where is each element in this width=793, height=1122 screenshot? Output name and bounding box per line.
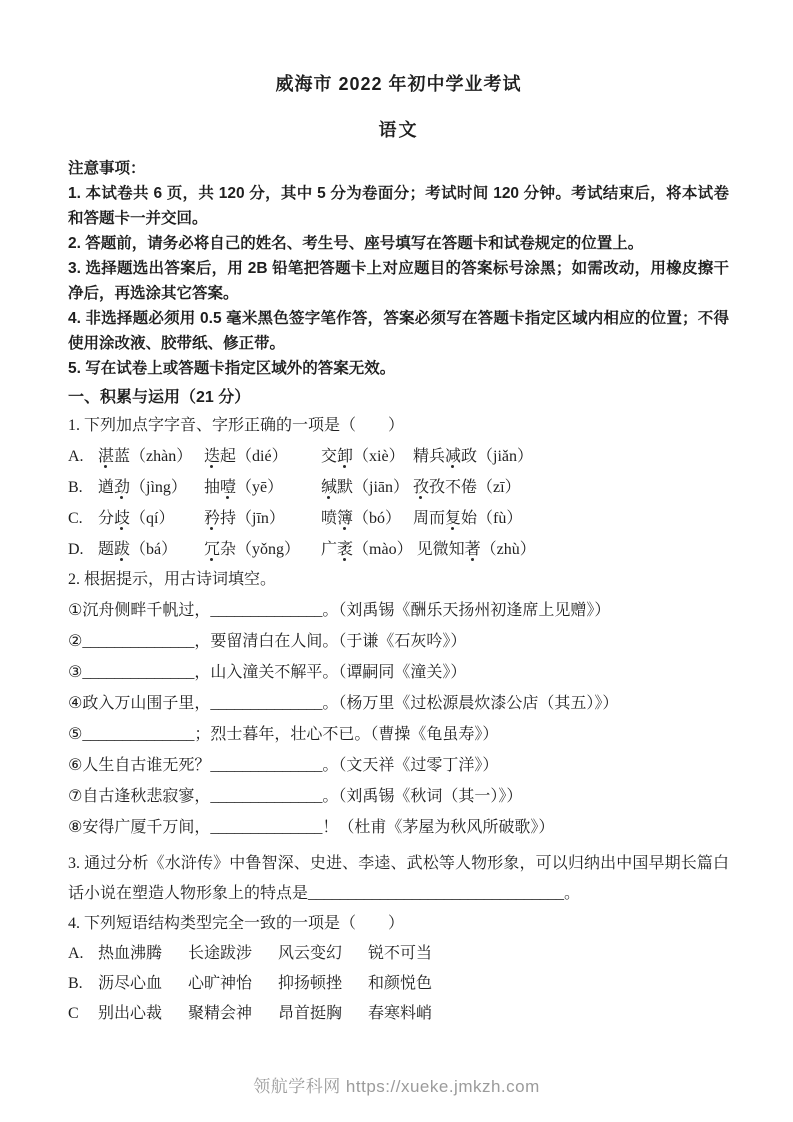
question-3-stem: 3. 通过分析《水浒传》中鲁智深、史进、李逵、武松等人物形象，可以归纳出中国早期长篇白话小说在塑造人物形象上的特点是________________________________。: [68, 855, 729, 902]
option-label: A.: [68, 945, 84, 962]
option-phrase: 冗杂（yǒng）: [204, 541, 301, 558]
page-title: 威海市 2022 年初中学业考试: [275, 74, 522, 94]
notice-item-1: 1. 本试卷共 6 页，共 120 分，其中 5 分为卷面分；考试时间 120 分钟。考试结束后，将本试卷和答题卡一并交回。: [68, 185, 729, 227]
q2-blank-item-5: ⑤______________；烈士暮年，壮心不已。（曹操《龟虽寿》）: [68, 726, 499, 743]
watermark: 领航学科网 https://xueke.jmkzh.com: [253, 1077, 540, 1096]
option-phrase: 别出心裁: [98, 1005, 163, 1022]
q1-option-row-d: [68, 534, 729, 565]
option-phrase: 精兵减政（jiǎn）: [413, 448, 534, 465]
option-phrase: 抽噎（yē）: [204, 479, 284, 496]
q2-blank-item-1: ①沉舟侧畔千帆过，______________。（刘禹锡《酬乐天扬州初逢席上见赠》）: [68, 602, 611, 619]
q2-blank-item-4: ④政入万山围子里，______________。（杨万里《过松源晨炊漆公店（其五）》）: [68, 695, 619, 712]
option-phrase: 缄默（jiān）: [321, 479, 410, 496]
option-label: B.: [68, 975, 83, 992]
option-phrase: 分歧（qí）: [98, 510, 175, 527]
option-label: C: [68, 1005, 79, 1022]
option-phrase: 广袤（mào）: [321, 541, 413, 558]
notice-item-2: 2. 答题前，请务必将自己的姓名、考生号、座号填写在答题卡和试卷规定的位置上。: [68, 235, 644, 252]
notice-item-3: 3. 选择题选出答案后，用 2B 铅笔把答题卡上对应题目的答案标号涂黑；如需改动，用橡皮擦干净后，再选涂其它答案。: [68, 260, 729, 302]
option-phrase: 湛蓝（zhàn）: [98, 448, 193, 465]
question-4-stem: 4. 下列短语结构类型完全一致的一项是（ ）: [68, 915, 405, 932]
q1-option-row-a: [68, 441, 729, 472]
subject-title: 语文: [378, 120, 419, 140]
option-label: A.: [68, 448, 84, 465]
option-label: C.: [68, 510, 83, 527]
option-phrase: 矜持（jīn）: [204, 510, 285, 527]
option-phrase: 和颜悦色: [368, 975, 433, 992]
option-phrase: 孜孜不倦（zī）: [413, 479, 521, 496]
option-phrase: 春寒料峭: [368, 1005, 433, 1022]
option-phrase: 沥尽心血: [98, 975, 163, 992]
option-phrase: 心旷神怡: [188, 975, 253, 992]
option-phrase: 聚精会神: [188, 1005, 253, 1022]
q2-blank-item-7: ⑦自古逢秋悲寂寥，______________。（刘禹锡《秋词（其一）》）: [68, 788, 523, 805]
option-phrase: 见微知著（zhù）: [416, 541, 536, 558]
option-phrase: 迭起（dié）: [204, 448, 288, 465]
q4-option-row-b: [68, 969, 729, 999]
q2-blank-item-2: ②______________，要留清白在人间。（于谦《石灰吟》）: [68, 633, 467, 650]
option-phrase: 风云变幻: [278, 945, 343, 962]
option-phrase: 热血沸腾: [98, 945, 163, 962]
option-label: D.: [68, 541, 84, 558]
option-phrase: 题跋（bá）: [98, 541, 178, 558]
q4-option-row-c: [68, 999, 729, 1029]
section-heading: 一、积累与运用（21 分）: [68, 389, 251, 406]
q4-option-row-a: [68, 939, 729, 969]
q2-blank-item-8: ⑧安得广厦千万间，______________！（杜甫《茅屋为秋风所破歌》）: [68, 819, 555, 836]
option-phrase: 昂首挺胸: [278, 1005, 343, 1022]
question-1-stem: 1. 下列加点字字音、字形正确的一项是（ ）: [68, 417, 405, 434]
notice-item-4: 4. 非选择题必须用 0.5 毫米黑色签字笔作答，答案必须写在答题卡指定区域内相应的位置；不得使用涂改液、胶带纸、修正带。: [68, 310, 729, 352]
option-label: B.: [68, 479, 83, 496]
option-phrase: 长途跋涉: [188, 945, 253, 962]
notice-item-5: 5. 写在试卷上或答题卡指定区域外的答案无效。: [68, 360, 396, 377]
q2-blank-item-3: ③______________，山入潼关不解平。（谭嗣同《潼关》）: [68, 664, 467, 681]
option-phrase: 交卸（xiè）: [321, 448, 405, 465]
question-2-stem: 2. 根据提示，用古诗词填空。: [68, 571, 277, 588]
q1-option-row-b: [68, 472, 729, 503]
option-phrase: 喷簿（bó）: [321, 510, 402, 527]
q2-blank-item-6: ⑥人生自古谁无死？______________。（文天祥《过零丁洋》）: [68, 757, 499, 774]
option-phrase: 遒劲（jìng）: [98, 479, 187, 496]
q1-option-row-c: [68, 503, 729, 534]
option-phrase: 锐不可当: [368, 945, 433, 962]
option-phrase: 周而复始（fù）: [413, 510, 523, 527]
option-phrase: 抑扬顿挫: [278, 975, 343, 992]
notice-heading: 注意事项：: [68, 160, 146, 177]
